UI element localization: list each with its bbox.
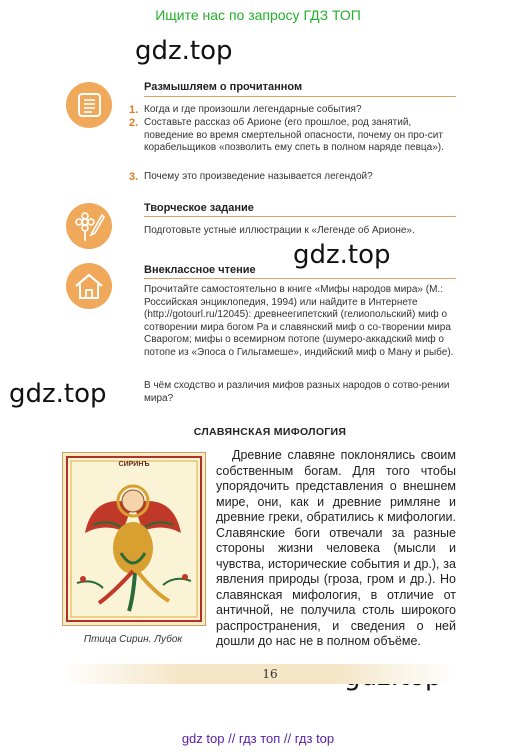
question-number: 3. bbox=[129, 171, 139, 183]
watermark: gdz.top bbox=[135, 36, 233, 66]
question-number: 2. bbox=[129, 117, 139, 129]
section-divider bbox=[144, 278, 456, 279]
section-title-extracurricular: Внеклассное чтение bbox=[144, 264, 256, 276]
page-number: 16 bbox=[262, 667, 278, 681]
watermark: gdz.top bbox=[9, 379, 107, 409]
house-icon bbox=[66, 263, 112, 309]
slavic-mythology-title: СЛАВЯНСКАЯ МИФОЛОГИЯ bbox=[193, 426, 347, 438]
question-number: 1. bbox=[129, 104, 139, 116]
section-title-reflect: Размышляем о прочитанном bbox=[144, 81, 303, 93]
question-text: Почему это произведение называется легендой? bbox=[144, 171, 373, 182]
top-banner[interactable]: Ищите нас по запросу ГДЗ ТОП bbox=[155, 7, 361, 23]
slavic-mythology-text: Древние славяне поклонялись своим собственным богам. Для того чтобы упорядочить представления о внешнем мире, они, как и древние римляне и древние греки, обратились к мифологии. Славянские боги отвечали за разные стороны жизни человека (мысли и чувства, исторические события и др.), за явления природы (гроза, гром и др.). Но славянская мифология, в отличие от античной, не получила столь широкого распространения, и сведения о ней дошли до нас не в полном объёме. bbox=[216, 448, 456, 648]
watermark: gdz.top bbox=[293, 240, 391, 270]
sirin-illustration bbox=[62, 452, 206, 626]
section-divider bbox=[144, 96, 456, 97]
question-item bbox=[129, 104, 460, 117]
creative-task-text: Подготовьте устные иллюстрации к «Легенде об Арионе». bbox=[144, 225, 415, 236]
question-item bbox=[129, 117, 460, 155]
scroll-icon bbox=[66, 82, 112, 128]
reading-text: Прочитайте самостоятельно в книге «Мифы народов мира» (М.: Российская энциклопедия, 1994) или найдите в Интернете (http://gotourl.ru/12045): древнеегипетский (гелиопольский) миф о сотворении мира богом Ра и славянский миф о со-творении мира Сварогом; мифы о всемирном потопе (шумеро-аккадский миф о потопе из «Эпоса о Гильгамеше», индийский миф о Ману и рыбе). bbox=[144, 284, 454, 358]
section-divider bbox=[144, 216, 456, 217]
question-text: Когда и где произошли легендарные события? bbox=[144, 104, 362, 115]
question-text: Составьте рассказ об Арионе (его прошлое, род занятий, поведение во время смертельной опасности, почему он про-сит корабельщиков «позволить ему спеть в полном наряде певца»). bbox=[144, 117, 444, 153]
flower-pencil-icon bbox=[66, 203, 112, 249]
section-title-creative: Творческое задание bbox=[144, 202, 254, 214]
bottom-links[interactable]: gdz top // гдз топ // гдз top bbox=[181, 731, 335, 746]
reading-question: В чём сходство и различия мифов разных народов о сотво-рении мира? bbox=[144, 380, 450, 404]
question-item bbox=[129, 171, 460, 184]
illustration-label: СИРИНЪ bbox=[118, 461, 150, 468]
illustration-caption: Птица Сирин. Лубок bbox=[83, 634, 183, 645]
